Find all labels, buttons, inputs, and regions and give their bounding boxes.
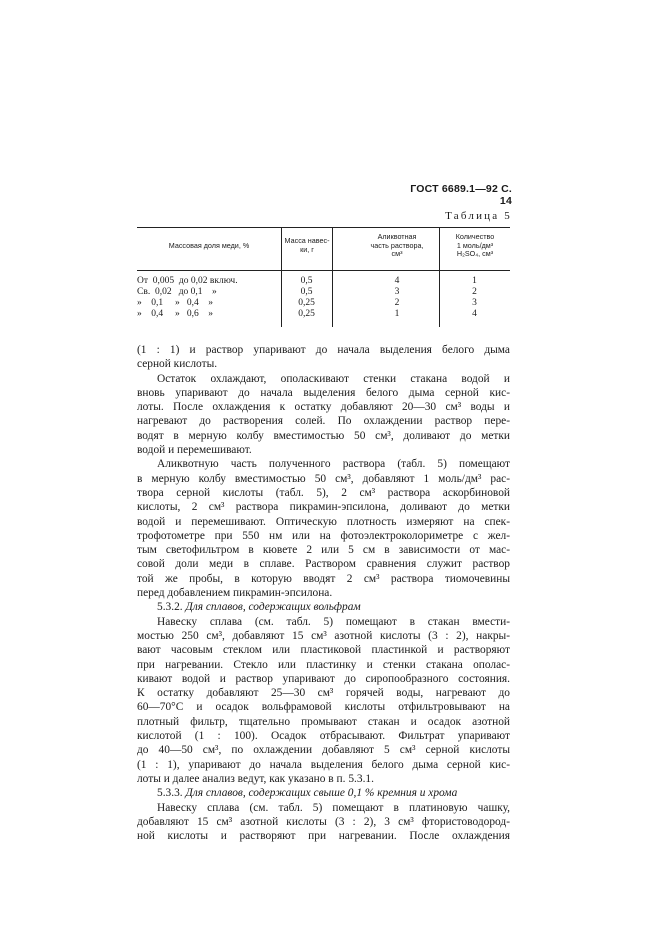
paragraph-5 bbox=[137, 801, 510, 844]
cell-range: » 0,1 » 0,4 » bbox=[137, 298, 213, 308]
cell-acid: 4 bbox=[472, 309, 477, 319]
text-line: совой доли меди в сплаве. Раствором сравнения служит раствор bbox=[137, 558, 510, 571]
text-line: Навеску сплава (см. табл. 5) помещают в платиновую чашку, bbox=[157, 801, 510, 814]
table-header-rule bbox=[137, 270, 510, 271]
col-header-aliquot: Аликвотная часть раствора, см³ bbox=[370, 232, 424, 259]
text-line: до 40—50 см³, по охлаждении добавляют 5 см³ серной кислоты bbox=[137, 744, 510, 757]
text-line: вновь упаривают до начала выделения белого дыма серной кис- bbox=[137, 386, 510, 399]
text-line: Навеску сплава (см. табл. 5) помещают в стакан вмести- bbox=[157, 615, 510, 628]
text-line: ной кислоты и растворяют при нагревании. После охлаждения bbox=[137, 830, 510, 843]
text-line: добавляют 15 см³ азотной кислоты (3 : 2), 3 см³ фтористоводород- bbox=[137, 815, 510, 828]
table-5 bbox=[137, 227, 510, 327]
text-line: К остатку добавляют 25—30 см³ горячей воды, нагревают до bbox=[137, 687, 510, 700]
paragraph-1 bbox=[137, 343, 510, 372]
text-line: кислоты, 2 см³ раствора пикрамин-эпсилона, доливают до метки bbox=[137, 501, 510, 514]
text-line: кивают водой и раствор упаривают до сиропообразного состояния. bbox=[137, 672, 510, 685]
text-line: (1 : 1) и раствор упаривают до начала выделения белого дыма bbox=[137, 344, 510, 356]
text-line: вают часовым стеклом или пластиковой пластинкой и растворяют bbox=[137, 644, 510, 657]
section-title: Для сплавов, содержащих свыше 0,1 % кремния и хрома bbox=[185, 787, 458, 800]
cell-range: От 0,005 до 0,02 включ. bbox=[137, 276, 238, 286]
cell-aliquot: 3 bbox=[394, 287, 400, 297]
text-line: в мерную колбу вместимостью 50 см³, добавляют 1 моль/дм³ рас- bbox=[137, 472, 510, 485]
col-header-sample-mass: Масса навес- ки, г bbox=[284, 236, 330, 254]
text-line: тым светофильтром в кювете 2 или 5 см в зависимости от мас- bbox=[137, 544, 510, 557]
text-line: Аликвотную часть полученного раствора (табл. 5) помещают bbox=[157, 458, 510, 471]
text-line: плотный фильтр, тщательно промывают стакан и осадок азотной bbox=[137, 715, 510, 728]
gost-page-header: ГОСТ 6689.1—92 С. 14 bbox=[410, 183, 512, 207]
text-line: серной кислоты. bbox=[137, 358, 218, 371]
cell-aliquot: 4 bbox=[394, 276, 400, 286]
text-line: той же пробы, в которую вводят 2 см³ раствора тиомочевины bbox=[137, 572, 510, 585]
section-number: 5.3.2. bbox=[157, 601, 183, 614]
cell-mass: 0,5 bbox=[300, 287, 313, 297]
cell-aliquot: 2 bbox=[394, 298, 400, 308]
table-top-rule bbox=[137, 227, 510, 228]
paragraph-4 bbox=[137, 615, 510, 787]
text-line: трофотометре при 550 нм или на фотоэлектроколориметре с жел- bbox=[137, 529, 510, 542]
paragraph-3 bbox=[137, 457, 510, 600]
text-line: лоты. После охлаждения к остатку добавляют 20—30 см³ воды и bbox=[137, 401, 510, 414]
text-line: мостью 250 см³, добавляют 15 см³ азотной кислоты (3 : 2), накры- bbox=[137, 629, 510, 642]
text-line: 60—70°С и осадок вольфрамовой кислоты отфильтровывают на bbox=[137, 701, 510, 714]
text-line: нагревают до растворения солей. По охлаждении раствор пере- bbox=[137, 415, 510, 428]
text-line: кислотой (1 : 100). Осадок отбрасывают. Фильтрат упаривают bbox=[137, 730, 510, 743]
table-row bbox=[137, 287, 510, 298]
text-line: водой и перемешивают. bbox=[137, 444, 252, 457]
cell-mass: 0,25 bbox=[298, 309, 315, 319]
text-line: твора серной кислоты (табл. 5), 2 см³ раствора аскорбиновой bbox=[137, 486, 510, 499]
section-title: Для сплавов, содержащих вольфрам bbox=[185, 601, 361, 614]
cell-range: » 0,4 » 0,6 » bbox=[137, 309, 213, 319]
paragraph-2 bbox=[137, 372, 510, 458]
body-text bbox=[137, 343, 510, 843]
text-line: (1 : 1), упаривают до начала выделения белого дыма серной кис- bbox=[137, 758, 510, 771]
text-line: водой и перемешивают. Оптическую плотность измеряют на спек- bbox=[137, 515, 510, 528]
cell-acid: 2 bbox=[472, 287, 477, 297]
cell-acid: 3 bbox=[472, 298, 477, 308]
text-line: при нагревании. Стекло или пластинку и стенки стакана ополас- bbox=[137, 658, 510, 671]
cell-acid: 1 bbox=[472, 276, 477, 286]
text-line: Остаток охлаждают, ополаскивают стенки стакана водой и bbox=[157, 372, 510, 385]
table-row bbox=[137, 298, 510, 309]
cell-mass: 0,25 bbox=[298, 298, 315, 308]
cell-mass: 0,5 bbox=[300, 276, 313, 286]
table-row bbox=[137, 309, 510, 320]
text-line: водят в мерную колбу вместимостью 50 см³, доливают до метки bbox=[137, 429, 510, 442]
section-5-3-3-heading bbox=[137, 786, 510, 800]
col-header-acid-amount: Количество 1 моль/дм³ H₂SO₄, см³ bbox=[455, 232, 495, 259]
section-number: 5.3.3. bbox=[157, 787, 183, 800]
cell-range: Св. 0,02 до 0,1 » bbox=[137, 287, 217, 297]
col-header-copy-fraction: Массовая доля меди, % bbox=[168, 241, 250, 250]
text-line: перед добавлением пикрамин-эпсилона. bbox=[137, 587, 333, 600]
cell-aliquot: 1 bbox=[394, 309, 400, 319]
text-line: лоты и далее анализ ведут, как указано в п. 5.3.1. bbox=[137, 772, 374, 785]
table-row bbox=[137, 276, 510, 287]
table-caption: Таблица 5 bbox=[445, 210, 512, 222]
section-5-3-2-heading bbox=[137, 600, 510, 614]
